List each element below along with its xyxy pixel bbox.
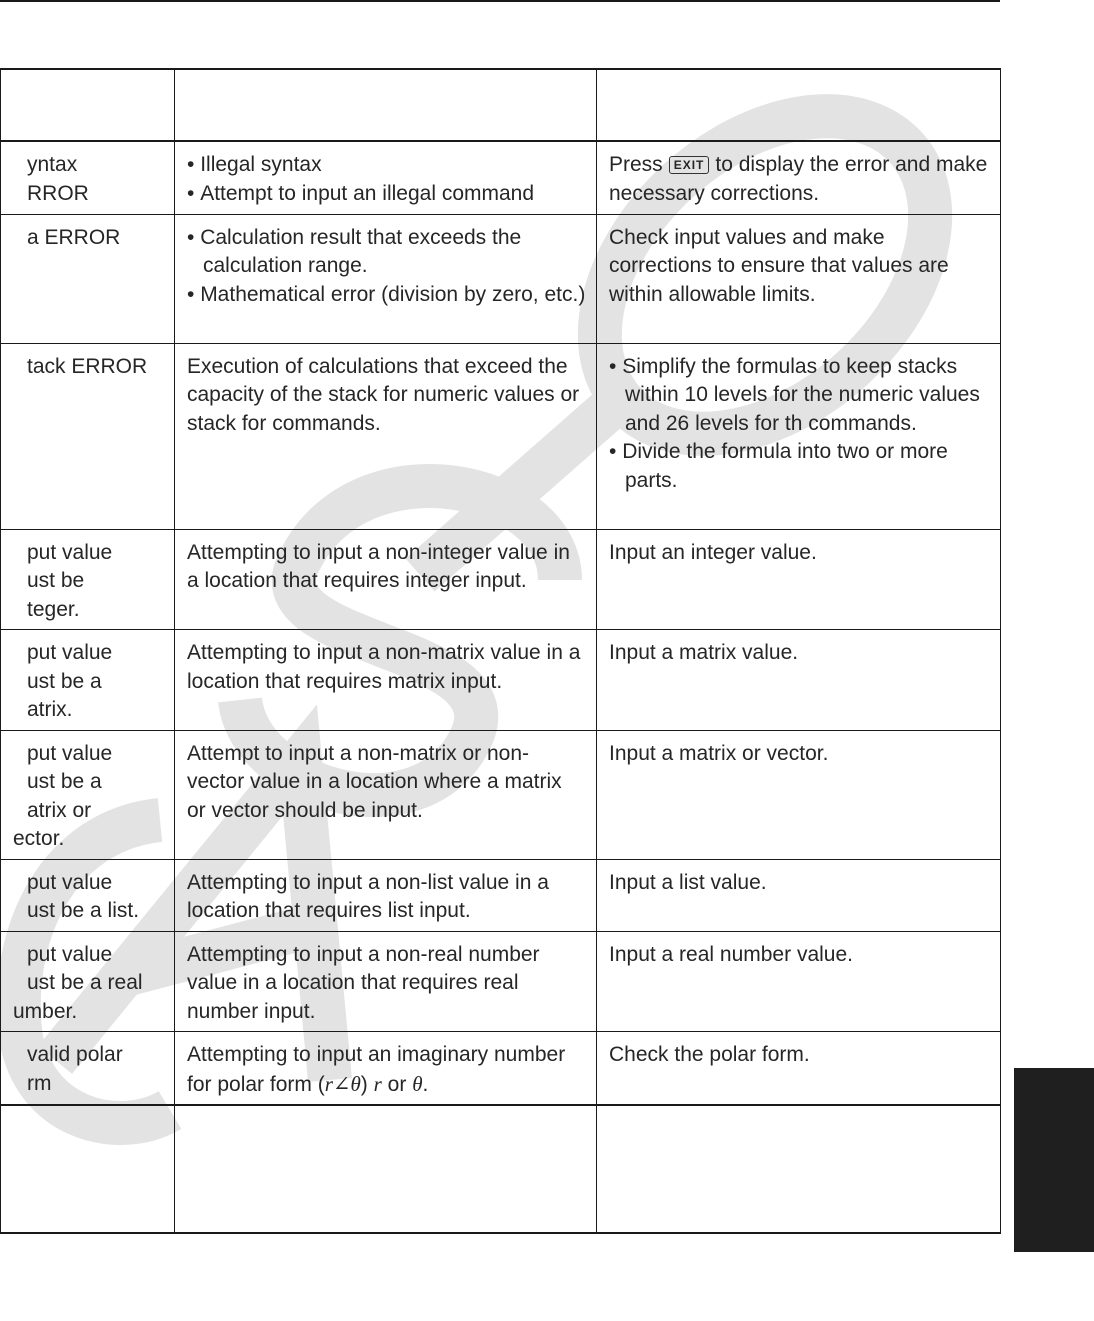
- polar-r: r: [373, 1071, 382, 1096]
- message-cell: [1, 859, 175, 931]
- table-row: [1, 859, 1001, 931]
- table-row: [1, 141, 1001, 214]
- message-line: yntax: [27, 153, 78, 176]
- header-message: [1, 69, 175, 141]
- table-row: [1, 931, 1001, 1032]
- message-line: umber.: [13, 999, 78, 1023]
- meaning-text: .: [422, 1072, 429, 1096]
- table-footer-row: [1, 1105, 1001, 1233]
- exit-key-icon: EXIT: [669, 156, 710, 174]
- message-cell: [1, 343, 175, 529]
- message-cell: [1, 630, 175, 731]
- message-cell: [1, 529, 175, 630]
- meaning-text: or: [387, 1072, 407, 1096]
- message-cell: [1, 1032, 175, 1106]
- countermeasure-cell: Input a list value.: [597, 859, 1001, 931]
- message-line: ust be a real: [27, 971, 143, 994]
- meaning-text: ): [360, 1072, 368, 1096]
- countermeasure-cell: Check input values and make corrections to ensure that values are within allowable limits.: [597, 214, 1001, 343]
- table-row: [1, 529, 1001, 630]
- table-row: [1, 214, 1001, 343]
- message-line: put value: [27, 540, 113, 564]
- message-cell: [1, 214, 175, 343]
- meaning-cell: [175, 214, 597, 343]
- meaning-cell: [175, 141, 597, 214]
- polar-theta: θ: [412, 1071, 423, 1096]
- meaning-cell: Execution of calculations that exceed the capacity of the stack for numeric values or stack for commands.: [175, 343, 597, 529]
- footer-cell: [597, 1105, 1001, 1233]
- message-line: rm: [27, 1071, 52, 1095]
- message-line: atrix.: [27, 698, 73, 721]
- message-line: put value: [27, 641, 113, 664]
- message-line: put value: [27, 942, 113, 966]
- table-row: [1, 343, 1001, 529]
- chapter-side-tab: [1014, 1068, 1094, 1252]
- message-line: ector.: [13, 827, 65, 850]
- table-row: [1, 730, 1001, 859]
- message-line: teger.: [27, 597, 80, 621]
- message-cell: [1, 141, 175, 214]
- countermeasure-cell: Input a matrix or vector.: [597, 730, 1001, 859]
- meaning-cell: Attempting to input a non-real number value in a location that requires real number input.: [175, 931, 597, 1032]
- message-line: ust be: [27, 569, 85, 592]
- countermeasure-text: Press: [609, 153, 663, 176]
- message-cell: [1, 931, 175, 1032]
- countermeasure-text: to display the error and make necessary corrections.: [609, 153, 988, 205]
- footer-cell: [175, 1105, 597, 1233]
- table-header-row: [1, 69, 1001, 141]
- meaning-cell: Attempt to input a non-matrix or non-vector value in a location where a matrix or vector should be input.: [175, 730, 597, 859]
- meaning-bullet: • Calculation result that exceeds the calculation range.: [187, 224, 586, 281]
- header-meaning: [175, 69, 597, 141]
- message-line: put value: [27, 741, 113, 765]
- countermeasure-cell: Input a real number value.: [597, 931, 1001, 1032]
- countermeasure-bullet: • Simplify the formulas to keep stacks within 10 levels for the numeric values and 26 levels for th commands.: [609, 353, 990, 439]
- meaning-cell: [175, 1032, 597, 1106]
- message-line: tack ERROR: [27, 354, 148, 378]
- meaning-bullet: • Illegal syntax: [187, 151, 586, 180]
- meaning-bullet: • Mathematical error (division by zero, etc.): [187, 281, 586, 310]
- meaning-bullet: • Attempt to input an illegal command: [187, 180, 586, 209]
- message-line: a ERROR: [27, 225, 121, 249]
- countermeasure-bullet: • Divide the formula into two or more parts.: [609, 438, 990, 495]
- meaning-cell: Attempting to input a non-matrix value in a location that requires matrix input.: [175, 630, 597, 731]
- message-line: put value: [27, 870, 113, 894]
- table-row: [1, 1032, 1001, 1106]
- meaning-cell: Attempting to input a non-list value in a location that requires list input.: [175, 859, 597, 931]
- table-row: [1, 630, 1001, 731]
- message-line: atrix or: [27, 798, 92, 822]
- message-line: RROR: [27, 181, 89, 205]
- meaning-cell: Attempting to input a non-integer value in a location that requires integer input.: [175, 529, 597, 630]
- polar-formula: r∠θ: [324, 1071, 361, 1096]
- header-countermeasure: [597, 69, 1001, 141]
- message-line: ust be a: [27, 669, 102, 693]
- countermeasure-cell: [597, 343, 1001, 529]
- message-line: valid polar: [27, 1043, 123, 1066]
- error-message-table: [0, 68, 1001, 1234]
- footer-cell: [1, 1105, 175, 1233]
- countermeasure-cell: Input a matrix value.: [597, 630, 1001, 731]
- countermeasure-cell: Check the polar form.: [597, 1032, 1001, 1106]
- countermeasure-cell: [597, 141, 1001, 214]
- top-rule: [0, 0, 1000, 2]
- message-line: ust be a: [27, 770, 102, 793]
- message-cell: [1, 730, 175, 859]
- message-line: ust be a list.: [27, 899, 140, 922]
- meaning-text: Attempting to input an imaginary number for polar form (: [187, 1043, 566, 1096]
- countermeasure-cell: Input an integer value.: [597, 529, 1001, 630]
